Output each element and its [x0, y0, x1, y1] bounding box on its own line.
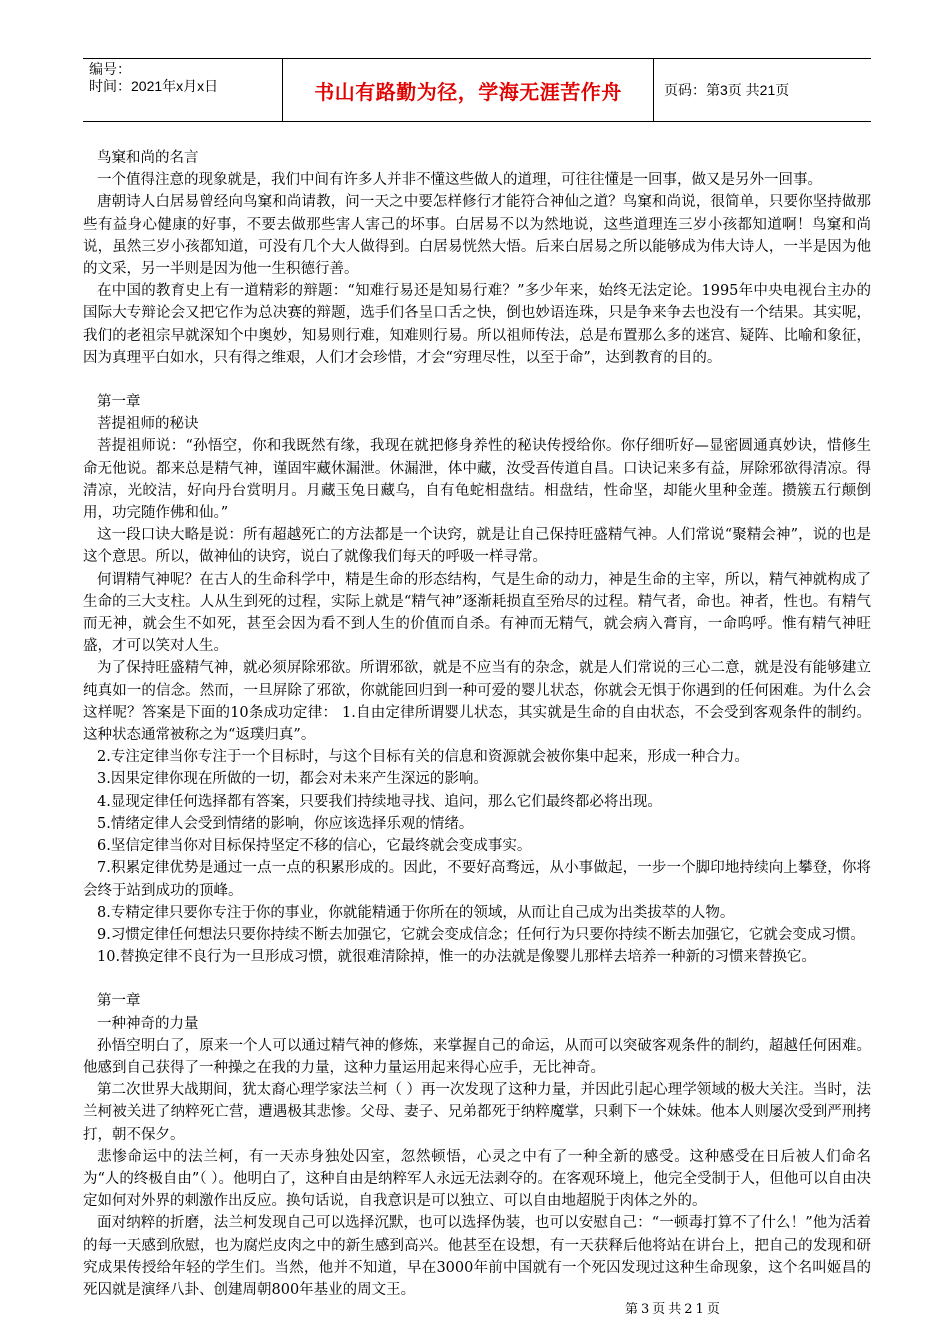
page-footer: 第3页共21页 — [625, 1302, 723, 1317]
paragraph: 在中国的教育史上有一道精彩的辩题：“知难行易还是知易行难？”多少年来，始终无法定论。1995年中央电视台主办的国际大专辩论会又把它作为总决赛的辩题，选手们各呈口舌之快，倒也妙语连珠，只是争来争去也没有一个结果。其实呢，我们的老祖宗早就深知个中奥妙，知易则行难，知难则行易。所以祖师传法，总是布置那么多的迷宫、疑阵、比喻和象征，因为真理平白如水，只有得之维艰，人们才会珍惜，才会“穷理尽性，以至于命”，达到教育的目的。 — [83, 283, 871, 366]
chapter-heading: 第一章 — [97, 993, 141, 1010]
paragraph: 这一段口诀大略是说：所有超越死亡的方法都是一个诀窍，就是让自己保持旺盛精气神。人们常说“聚精会神”，说的也是这个意思。所以，做神仙的诀窍，说白了就像我们每天的呼吸一样寻常。 — [83, 527, 871, 566]
paragraph: 悲惨命运中的法兰柯，有一天赤身独处囚室，忽然顿悟，心灵之中有了一种全新的感受。这种感受在日后被人们命名为“人的终极自由”（ ）。他明白了，这种自由是纳粹军人永远无法剥夺的。在客观环境上，他完全受制于人，但他可以自由决定如何对外界的刺激作出反应。换句话说，自我意识是可以独立、可以自由地超脱于肉体之外的。 — [83, 1148, 871, 1210]
law-item: 3.因果定律你现在所做的一切，都会对未来产生深远的影响。 — [97, 771, 488, 788]
paragraph: 孙悟空明白了，原来一个人可以通过精气神的修炼，来掌握自己的命运，从而可以突破客观条件的制约，超越任何困难。他感到自己获得了一种操之在我的力量，这种力量运用起来得心应手，无比神奇。 — [83, 1037, 871, 1076]
header-meta — [83, 59, 283, 121]
paragraph: 面对纳粹的折磨，法兰柯发现自己可以选择沉默，也可以选择伪装，也可以安慰自己：“一顿毒打算不了什么！”他为活着的每一天感到欣慰，也为腐烂皮肉之中的新生感到高兴。他甚至在设想，有一天获释后他将站在讲台上，把自己的发现和研究成果传授给年轻的学生们。当然，他并不知道，早在3000年前中国就有一个死囚发现过这种生命现象，这个名叫姬昌的死囚就是演绎八卦、创建周朝800年基业的周文王。 — [83, 1215, 871, 1298]
section-title: 一种神奇的力量 — [97, 1015, 199, 1032]
header-page-label: 页码：第3页 共21页 — [664, 82, 790, 98]
document-body — [83, 147, 871, 1301]
paragraph: 唐朝诗人白居易曾经向鸟窠和尚请教，问一天之中要怎样修行才能符合神仙之道？鸟窠和尚说，很简单，只要你坚持做那些有益身心健康的好事，不要去做那些害人害己的坏事。白居易不以为然地说，这些道理连三岁小孩都知道啊！鸟窠和尚说，虽然三岁小孩都知道，可没有几个大人做得到。白居易恍然大悟。后来白居易之所以能够成为伟大诗人，一半是因为他的文采，另一半则是因为他一生积德行善。 — [83, 194, 871, 278]
law-item: 9.习惯定律任何想法只要你持续不断去加强它，它就会变成信念；任何行为只要你持续不断去加强它，它就会变成习惯。 — [97, 926, 865, 943]
number-label: 编号： — [89, 61, 131, 77]
law-item: 2.专注定律当你专注于一个目标时，与这个目标有关的信息和资源就会被你集中起来，形成一种合力。 — [97, 749, 749, 766]
paragraph: 为了保持旺盛精气神，就必须屏除邪欲。所谓邪欲，就是不应当有的杂念，就是人们常说的三心二意，就是没有能够建立纯真如一的信念。然而，一旦屏除了邪欲，你就能回归到一种可爱的婴儿状态，你就会无惧于你遇到的任何困难。为什么会这样呢？答案是下面的10条成功定律： 1.自由定律所谓婴儿状态，其实就是生命的自由状态，不会受到客观条件的制约。这种状态通常被称之为“返璞归真”。 — [83, 660, 871, 744]
paragraph: 一个值得注意的现象就是，我们中间有许多人并非不懂这些做人的道理，可往往懂是一回事，做又是另外一回事。 — [97, 172, 822, 189]
time-label: 时间：2021年x月x日 — [89, 78, 219, 94]
page-header — [83, 58, 871, 122]
section-title: 菩提祖师的秘诀 — [97, 416, 199, 433]
law-item: 6.坚信定律当你对目标保持坚定不移的信心，它最终就会变成事实。 — [97, 838, 532, 855]
paragraph: 第二次世界大战期间，犹太裔心理学家法兰柯（ ）再一次发现了这种力量，并因此引起心理学领域的极大关注。当时，法兰柯被关进了纳粹死亡营，遭遇极其悲惨。父母、妻子、兄弟都死于纳粹魔掌，只剩下一个妹妹。他本人则屡次受到严刑拷打，朝不保夕。 — [83, 1082, 871, 1143]
law-item: 5.情绪定律人会受到情绪的影响，你应该选择乐观的情绪。 — [97, 815, 474, 832]
section-title: 鸟窠和尚的名言 — [97, 150, 199, 166]
law-item: 10.替换定律不良行为一旦形成习惯，就很难清除掉，惟一的办法就是像婴儿那样去培养一种新的习惯来替换它。 — [97, 949, 817, 966]
header-motto: 书山有路勤为径，学海无涯苦作舟 — [283, 59, 654, 121]
law-item: 7.积累定律优势是通过一点一点的积累形成的。因此，不要好高骛远，从小事做起，一步一个脚印地持续向上攀登，你将会终于站到成功的顶峰。 — [83, 860, 871, 899]
paragraph: 何谓精气神呢？在古人的生命科学中，精是生命的形态结构，气是生命的动力，神是生命的主宰，所以，精气神就构成了生命的三大支柱。人从生到死的过程，实际上就是“精气神”逐渐耗损直至殆尽的过程。精气者，命也。神者，性也。有精气而无神，就会生不如死，甚至会因为看不到人生的价值而自杀。有神而无精气，就会病入膏肓，一命呜呼。惟有精气神旺盛，才可以笑对人生。 — [83, 571, 871, 655]
law-item: 8.专精定律只要你专注于你的事业，你就能精通于你所在的领域，从而让自己成为出类拔萃的人物。 — [97, 904, 735, 921]
paragraph: 菩提祖师说：“孙悟空，你和我既然有缘，我现在就把修身养性的秘诀传授给你。你仔细听好—显密圆通真妙诀，惜修生命无他说。都来总是精气神，谨固牢藏休漏泄。休漏泄，体中藏，汝受吾传道自昌。口诀记来多有益，屏除邪欲得清凉。得清凉，光皎洁，好向丹台赏明月。月藏玉兔日藏乌，自有龟蛇相盘结。相盘结，性命坚，却能火里种金莲。攒簇五行颠倒用，功完随作佛和仙。” — [83, 438, 871, 522]
law-item: 4.显现定律任何选择都有答案，只要我们持续地寻找、追问，那么它们最终都必将出现。 — [97, 793, 662, 810]
chapter-heading: 第一章 — [97, 394, 141, 411]
